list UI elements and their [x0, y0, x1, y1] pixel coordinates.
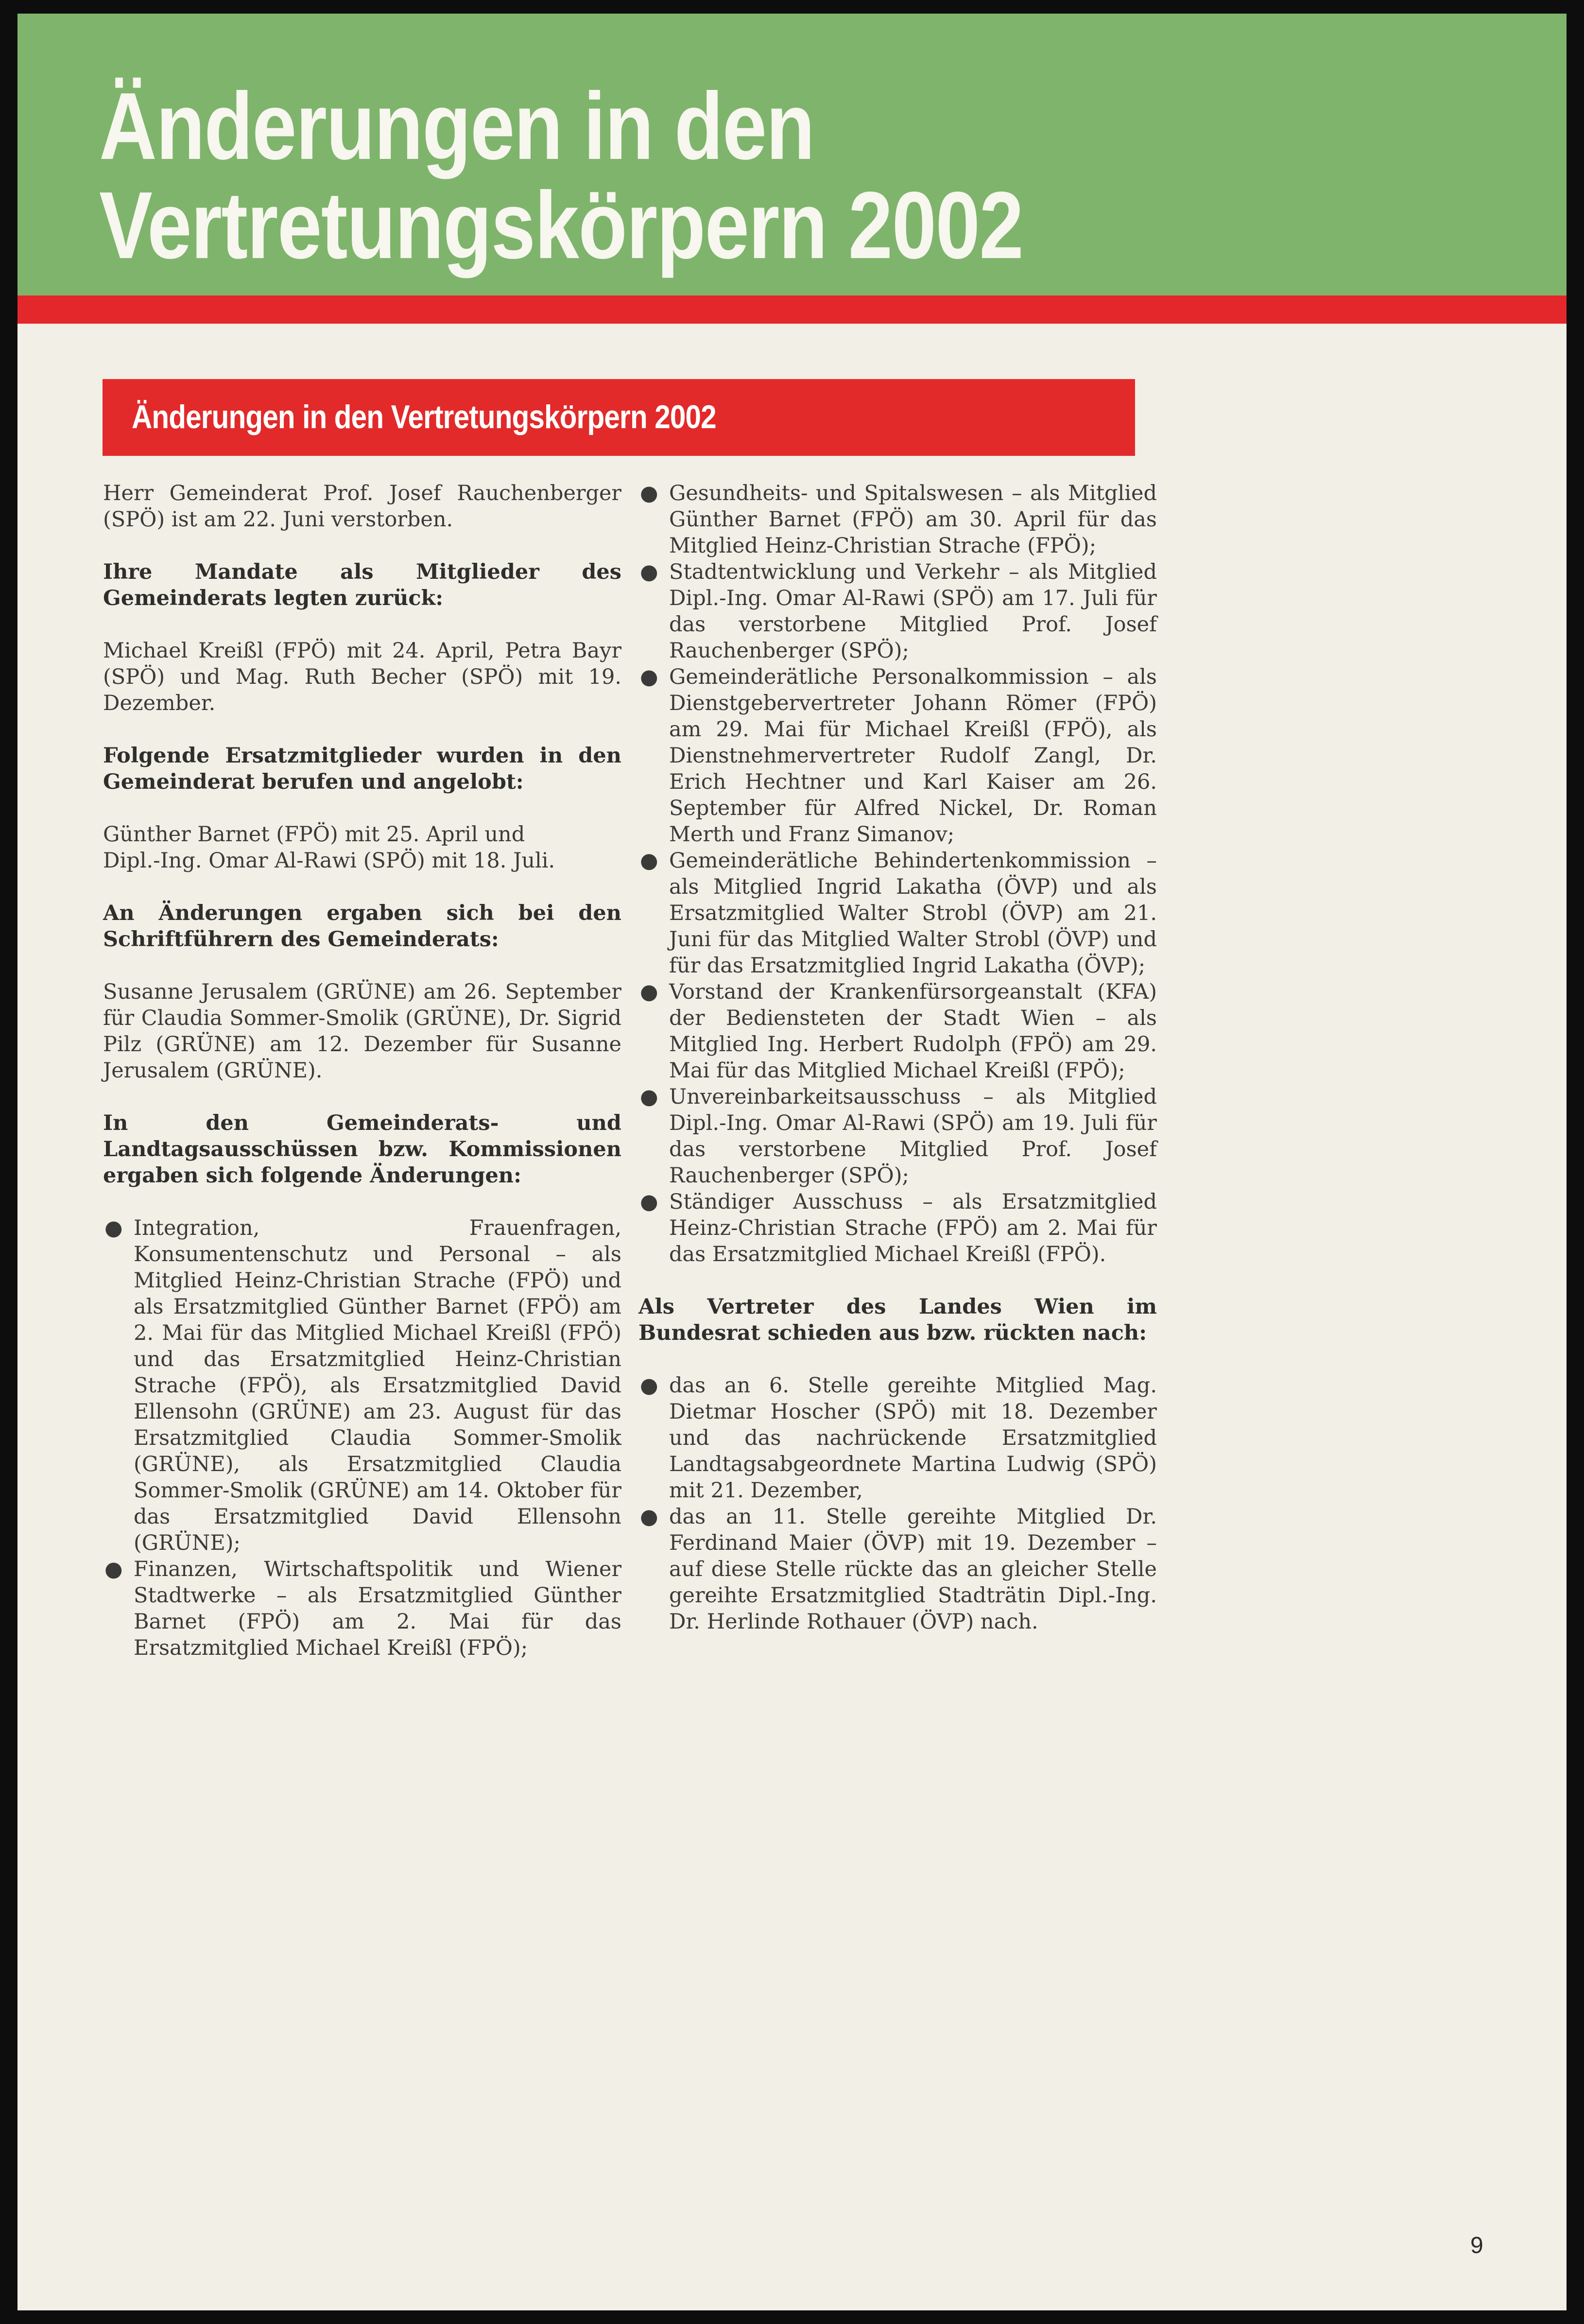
bullet-icon: ●: [640, 1085, 658, 1109]
bullet-icon: ●: [640, 1505, 658, 1529]
page: [17, 14, 1567, 2310]
list-item-text: Integration, Frauenfragen, Konsumentenschutz und Personal – als Mitglied Heinz-Christian Strache (FPÖ) und als Ersatzmitglied Günther Barnet (FPÖ) am 2. Mai für das Mitglied Michael Kreißl (FPÖ) und das Ersatzmitglied Heinz-Christian Strache (FPÖ), als Ersatzmitglied David Ellensohn (GRÜNE) am 23. August für das Ersatzmitglied Claudia Sommer-Smolik (GRÜNE), als Ersatzmitglied Claudia Sommer-Smolik (GRÜNE) am 14. Oktober für das Ersatzmitglied David Ellensohn (GRÜNE);: [134, 1216, 621, 1555]
right-column: [638, 480, 1157, 1661]
bullet-icon: ●: [640, 560, 658, 584]
list-item: [638, 848, 1157, 979]
paragraph-line: Günther Barnet (FPÖ) mit 25. April und: [103, 822, 525, 847]
list-item: [638, 480, 1157, 559]
subheading: In den Gemeinderats- und Landtagsausschüssen bzw. Kommissionen ergaben sich folgende Änderungen:: [103, 1111, 621, 1188]
list-item-text: Finanzen, Wirtschaftspolitik und Wiener Stadtwerke – als Ersatzmitglied Günther Barnet (FPÖ) am 2. Mai für das Ersatzmitglied Michael Kreißl (FPÖ);: [134, 1557, 621, 1660]
list-item: [638, 979, 1157, 1084]
subheading: Folgende Ersatzmitglieder wurden in den Gemeinderat berufen und angelobt:: [103, 744, 621, 794]
header-banner: [17, 14, 1567, 295]
list-item-text: Ständiger Ausschuss – als Ersatzmitglied Heinz-Christian Strache (FPÖ) am 2. Mai für das Ersatzmitglied Michael Kreißl (FPÖ).: [669, 1190, 1157, 1266]
bullet-list: [103, 1215, 621, 1661]
paragraph: Susanne Jerusalem (GRÜNE) am 26. September für Claudia Sommer-Smolik (GRÜNE), Dr. Sigrid Pilz (GRÜNE) am 12. Dezember für Susanne Jerusalem (GRÜNE).: [103, 980, 621, 1083]
page-title-line-1: Änderungen in den: [99, 73, 814, 179]
bullet-icon: ●: [640, 481, 658, 505]
section-heading-bar: [103, 379, 1135, 456]
paragraph: [103, 821, 621, 874]
list-item: [638, 559, 1157, 664]
red-stripe: [17, 295, 1567, 324]
paragraph: Herr Gemeinderat Prof. Josef Rauchenberger (SPÖ) ist am 22. Juni verstorben.: [103, 481, 621, 532]
list-item-text: Gemeinderätliche Personalkommission – als Dienstgebervertreter Johann Römer (FPÖ) am 29. Mai für Michael Kreißl (FPÖ), als Dienstnehmervertreter Rudolf Zangl, Dr. Erich Hechtner und Karl Kaiser am 26. September für Alfred Nickel, Dr. Roman Merth und Franz Simanov;: [669, 665, 1157, 847]
bullet-icon: ●: [640, 849, 658, 873]
bullet-icon: ●: [640, 1190, 658, 1214]
page-title: [99, 73, 1023, 278]
subheading: Als Vertreter des Landes Wien im Bundesrat schieden aus bzw. rückten nach:: [638, 1295, 1157, 1345]
list-item: [638, 1189, 1157, 1267]
bullet-icon: ●: [104, 1557, 123, 1581]
bullet-list: [638, 480, 1157, 1267]
paragraph: Michael Kreißl (FPÖ) mit 24. April, Petra Bayr (SPÖ) und Mag. Ruth Becher (SPÖ) mit 19. Dezember.: [103, 639, 621, 715]
subheading: An Änderungen ergaben sich bei den Schriftführern des Gemeinderats:: [103, 901, 621, 952]
list-item-text: das an 11. Stelle gereihte Mitglied Dr. Ferdinand Maier (ÖVP) mit 19. Dezember – auf diese Stelle rückte das an gleicher Stelle gereihte Ersatzmitglied Stadträtin Dipl.-Ing. Dr. Herlinde Rothauer (ÖVP) nach.: [669, 1505, 1157, 1634]
list-item: [638, 1372, 1157, 1504]
page-number: 9: [1470, 2233, 1483, 2258]
list-item: [103, 1215, 621, 1556]
left-column: [103, 480, 621, 1687]
bullet-list: [638, 1372, 1157, 1635]
list-item: [103, 1556, 621, 1661]
list-item-text: Gemeinderätliche Behindertenkommission – als Mitglied Ingrid Lakatha (ÖVP) und als Ersatzmitglied Walter Strobl (ÖVP) am 21. Juni für das Mitglied Walter Strobl (ÖVP) und für das Ersatzmitglied Ingrid Lakatha (ÖVP);: [669, 849, 1157, 978]
bullet-icon: ●: [640, 1373, 658, 1398]
list-item: [638, 1504, 1157, 1635]
list-item-text: Vorstand der Krankenfürsorgeanstalt (KFA) der Bediensteten der Stadt Wien – als Mitglied Ing. Herbert Rudolph (FPÖ) am 29. Mai für das Mitglied Michael Kreißl (FPÖ);: [669, 980, 1157, 1083]
list-item-text: Stadtentwicklung und Verkehr – als Mitglied Dipl.-Ing. Omar Al-Rawi (SPÖ) am 17. Juli für das verstorbene Mitglied Prof. Josef Rauchenberger (SPÖ);: [669, 560, 1157, 663]
list-item-text: das an 6. Stelle gereihte Mitglied Mag. Dietmar Hoscher (SPÖ) mit 18. Dezember und das nachrückende Ersatzmitglied Landtagsabgeordnete Martina Ludwig (SPÖ) mit 21. Dezember,: [669, 1373, 1157, 1503]
list-item-text: Unvereinbarkeitsausschuss – als Mitglied Dipl.-Ing. Omar Al-Rawi (SPÖ) am 19. Juli für das verstorbene Mitglied Prof. Josef Rauchenberger (SPÖ);: [669, 1085, 1157, 1188]
section-title: Änderungen in den Vertretungskörpern 2002: [132, 399, 716, 435]
subheading: Ihre Mandate als Mitglieder des Gemeinderats legten zurück:: [103, 560, 621, 610]
paragraph-line: Dipl.-Ing. Omar Al-Rawi (SPÖ) mit 18. Juli.: [103, 849, 555, 873]
bullet-icon: ●: [104, 1216, 123, 1240]
bullet-icon: ●: [640, 980, 658, 1004]
bullet-icon: ●: [640, 665, 658, 689]
page-title-line-2: Vertretungskörpern 2002: [99, 172, 1023, 278]
list-item-text: Gesundheits- und Spitalswesen – als Mitglied Günther Barnet (FPÖ) am 30. April für das Mitglied Heinz-Christian Strache (FPÖ);: [669, 481, 1157, 558]
list-item: [638, 664, 1157, 848]
list-item: [638, 1084, 1157, 1189]
